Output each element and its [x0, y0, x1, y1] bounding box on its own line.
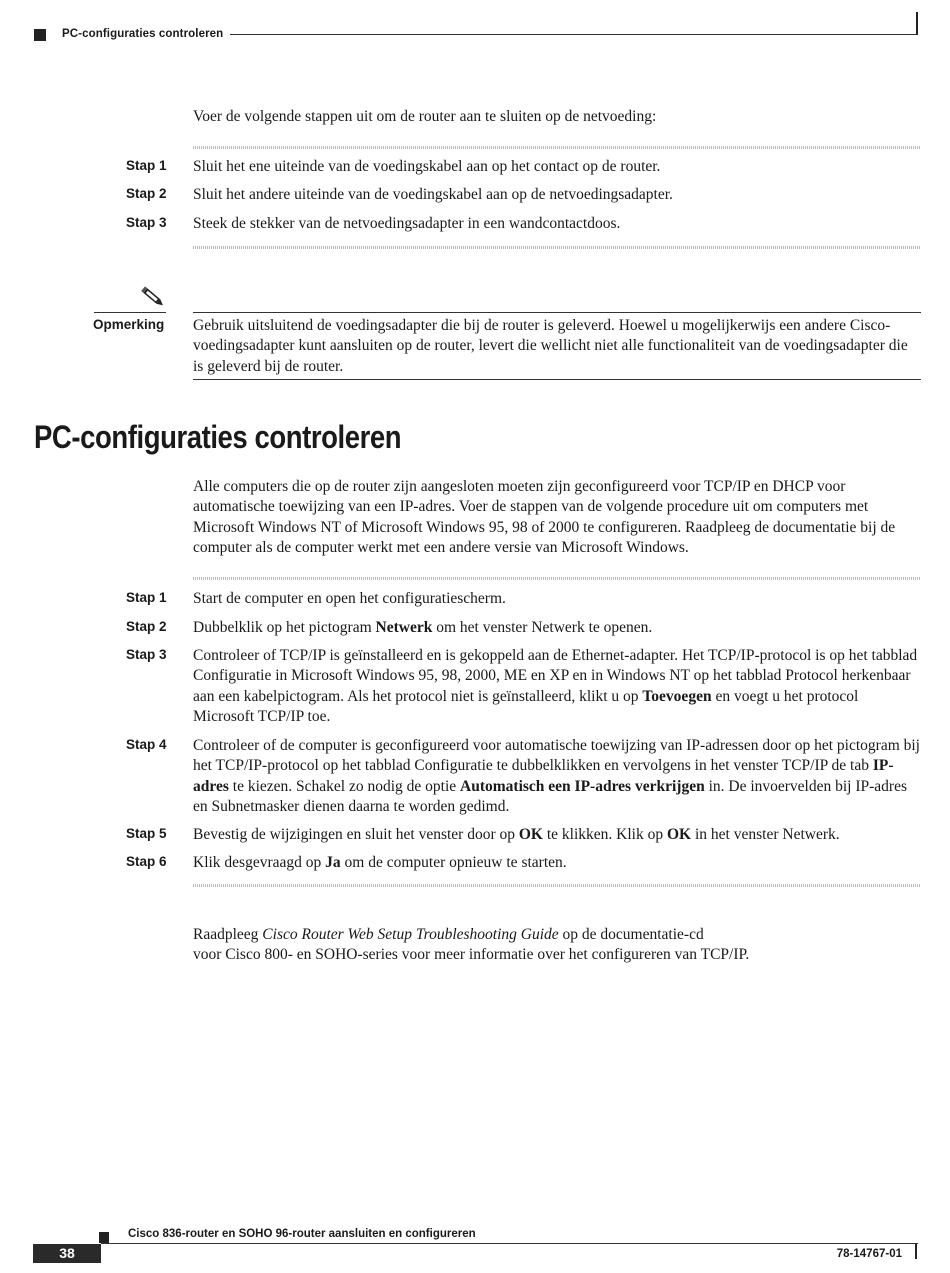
footer-rule — [101, 1243, 918, 1244]
header-rule — [230, 34, 916, 35]
note-rule-bottom — [193, 379, 921, 380]
step-text: Sluit het andere uiteinde van de voedingskabel aan op de netvoedingsadapter. — [193, 186, 673, 203]
note-text: Gebruik uitsluitend de voedingsadapter die bij de router is geleverd. Hoewel u mogelijkerwijs een andere Cisco-voedingsadapter kunt aansluiten op de router, levert die wellicht niet alle functionaliteit van de voedingsadapter die is geleverd bij de router. — [193, 317, 908, 375]
step-label: Stap 6 — [126, 854, 167, 869]
page-number-box — [33, 1244, 101, 1263]
header-marker — [34, 29, 46, 41]
procedure-rule-top — [193, 146, 921, 149]
footer-tick — [915, 1244, 917, 1259]
footer-marker — [99, 1232, 109, 1243]
running-header-title: PC-configuraties controleren — [62, 28, 224, 40]
step-label: Stap 1 — [126, 158, 167, 173]
procedure-rule-top — [193, 577, 921, 580]
pencil-icon — [140, 284, 166, 310]
step-text: Klik desgevraagd op Ja om de computer opnieuw te starten. — [193, 854, 567, 871]
note-rule-left — [94, 312, 166, 313]
page-number: 38 — [59, 1245, 75, 1261]
step-label: Stap 3 — [126, 215, 167, 230]
step-text: Steek de stekker van de netvoedingsadapter in een wandcontactdoos. — [193, 215, 621, 232]
step-text: Controleer of TCP/IP is geïnstalleerd en is gekoppeld aan de Ethernet-adapter. Het TCP/IP-protocol is op het tabblad Configuratie in Microsoft Windows 95, 98, 2000, ME en XP en in Windows NT op het tabblad Protocol herkenbaar aan een kabelpictogram. Als het protocol niet is geïnstalleerd, klikt u op Toevoegen en voegt u het protocol Microsoft TCP/IP toe. — [193, 647, 918, 725]
document-number: 78-14767-01 — [836, 1248, 902, 1260]
step-label: Stap 5 — [126, 826, 167, 841]
section-intro: Alle computers die op de router zijn aangesloten moeten zijn geconfigureerd voor TCP/IP en DHCP voor automatische toewijzing van een IP-adres. Voer de stappen van de volgende procedure uit om computers met Microsoft Windows NT of Microsoft Windows 95, 98 of 2000 te configureren. Raadpleeg de documentatie bij de computer als de computer werkt met een andere versie van Microsoft Windows. — [193, 478, 896, 556]
step-label: Stap 3 — [126, 647, 167, 662]
section-title: PC-configuraties controleren — [34, 419, 402, 455]
note-label: Opmerking — [93, 317, 165, 332]
procedure-rule-bottom — [193, 884, 921, 887]
step-text: Start de computer en open het configuratiescherm. — [193, 590, 506, 607]
step-label: Stap 2 — [126, 186, 167, 201]
note-rule-top — [193, 312, 921, 313]
header-tick — [916, 12, 918, 35]
step-label: Stap 2 — [126, 619, 167, 634]
reference-text: Raadpleeg Cisco Router Web Setup Troubleshooting Guide op de documentatie-cd voor Cisco 800- en SOHO-series voor meer informatie over het configureren van TCP/IP. — [193, 926, 750, 964]
power-intro: Voer de volgende stappen uit om de router aan te sluiten op de netvoeding: — [193, 108, 657, 125]
procedure-rule-bottom — [193, 246, 921, 249]
step-text: Dubbelklik op het pictogram Netwerk om het venster Netwerk te openen. — [193, 619, 653, 636]
step-label: Stap 4 — [126, 737, 167, 752]
step-label: Stap 1 — [126, 590, 167, 605]
guide-title: Cisco Router Web Setup Troubleshooting Guide — [262, 926, 559, 943]
step-text: Sluit het ene uiteinde van de voedingskabel aan op het contact op de router. — [193, 158, 661, 175]
step-text: Bevestig de wijzigingen en sluit het venster door op OK te klikken. Klik op OK in het venster Netwerk. — [193, 826, 840, 843]
footer-book-title: Cisco 836-router en SOHO 96-router aansluiten en configureren — [128, 1228, 476, 1240]
step-text: Controleer of de computer is geconfigureerd voor automatische toewijzing van IP-adressen door op het pictogram bij het TCP/IP-protocol op het tabblad Configuratie te dubbelklikken en vervolgens in het venster TCP/IP de tab IP- adres te kiezen. Schakel zo nodig de optie Automatisch een IP-adres verkrijgen in. De invoervelden bij IP-adres en Subnetmasker dienen daarna te worden gedimd. — [193, 737, 920, 815]
